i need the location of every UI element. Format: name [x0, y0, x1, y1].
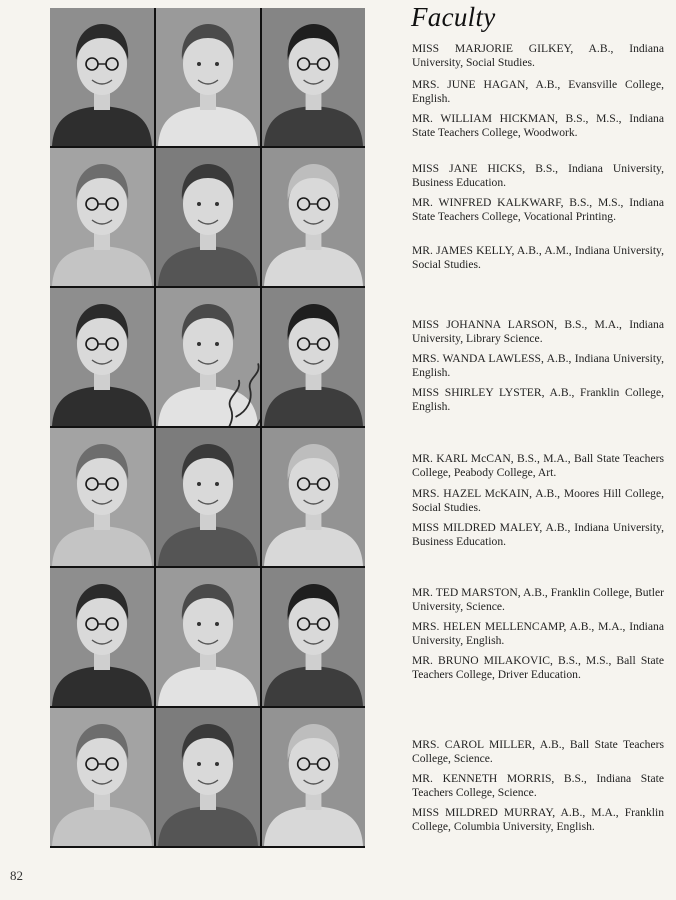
portrait-photo — [50, 708, 154, 846]
faculty-caption: MISS SHIRLEY LYSTER, A.B., Franklin College, English. — [412, 386, 664, 414]
faculty-portrait — [156, 148, 260, 286]
faculty-caption: MRS. HAZEL McKAIN, A.B., Moores Hill College, Social Studies. — [412, 487, 664, 515]
faculty-caption: MR. KENNETH MORRIS, B.S., Indiana State Teachers College, Science. — [412, 772, 664, 800]
portrait-photo — [262, 8, 365, 146]
faculty-portrait — [156, 568, 260, 706]
faculty-caption: MISS JOHANNA LARSON, B.S., M.A., Indiana University, Library Science. — [412, 318, 664, 346]
portrait-photo — [50, 568, 154, 706]
portrait-photo — [262, 708, 365, 846]
faculty-portrait — [262, 288, 365, 426]
faculty-portrait — [50, 708, 154, 846]
faculty-portrait — [262, 148, 365, 286]
portrait-photo — [156, 428, 260, 566]
faculty-portrait — [262, 568, 365, 706]
faculty-caption: MRS. HELEN MELLENCAMP, A.B., M.A., Indiana University, English. — [412, 620, 664, 648]
faculty-portrait — [156, 428, 260, 566]
faculty-portrait — [50, 8, 154, 146]
faculty-caption: MR. WILLIAM HICKMAN, B.S., M.S., Indiana State Teachers College, Woodwork. — [412, 112, 664, 140]
faculty-portrait — [156, 288, 260, 426]
faculty-photo-grid — [50, 8, 365, 848]
portrait-photo — [156, 708, 260, 846]
portrait-photo — [262, 568, 365, 706]
faculty-portrait — [156, 708, 260, 846]
portrait-photo — [262, 428, 365, 566]
portrait-photo — [156, 148, 260, 286]
faculty-portrait — [50, 288, 154, 426]
faculty-portrait — [262, 8, 365, 146]
faculty-portrait — [262, 428, 365, 566]
portrait-photo — [262, 148, 365, 286]
portrait-photo — [156, 288, 260, 426]
faculty-portrait — [50, 428, 154, 566]
portrait-photo — [50, 148, 154, 286]
portrait-photo — [50, 428, 154, 566]
faculty-portrait — [50, 568, 154, 706]
faculty-caption: MRS. WANDA LAWLESS, A.B., Indiana University, English. — [412, 352, 664, 380]
page-number: 82 — [10, 868, 23, 883]
portrait-photo — [262, 288, 365, 426]
faculty-caption: MR. KARL McCAN, B.S., M.A., Ball State Teachers College, Peabody College, Art. — [412, 452, 664, 480]
faculty-portrait — [156, 8, 260, 146]
faculty-caption: MISS MILDRED MURRAY, A.B., M.A., Franklin College, Columbia University, English. — [412, 806, 664, 834]
faculty-caption: MR. BRUNO MILAKOVIC, B.S., M.S., Ball State Teachers College, Driver Education. — [412, 654, 664, 682]
portrait-photo — [50, 288, 154, 426]
faculty-portrait — [262, 708, 365, 846]
portrait-photo — [156, 568, 260, 706]
faculty-caption: MRS. CAROL MILLER, A.B., Ball State Teachers College, Science. — [412, 738, 664, 766]
portrait-photo — [156, 8, 260, 146]
page-title: Faculty — [411, 2, 496, 32]
faculty-caption: MISS MARJORIE GILKEY, A.B., Indiana University, Social Studies. — [412, 42, 664, 70]
portrait-photo — [50, 8, 154, 146]
faculty-caption: MR. WINFRED KALKWARF, B.S., M.S., Indiana State Teachers College, Vocational Printing. — [412, 196, 664, 224]
faculty-caption: MR. JAMES KELLY, A.B., A.M., Indiana University, Social Studies. — [412, 244, 664, 272]
faculty-caption: MR. TED MARSTON, A.B., Franklin College, Butler University, Science. — [412, 586, 664, 614]
faculty-caption: MISS MILDRED MALEY, A.B., Indiana University, Business Education. — [412, 521, 664, 549]
faculty-portrait — [50, 148, 154, 286]
faculty-caption: MRS. JUNE HAGAN, A.B., Evansville College, English. — [412, 78, 664, 106]
faculty-caption: MISS JANE HICKS, B.S., Indiana University, Business Education. — [412, 162, 664, 190]
